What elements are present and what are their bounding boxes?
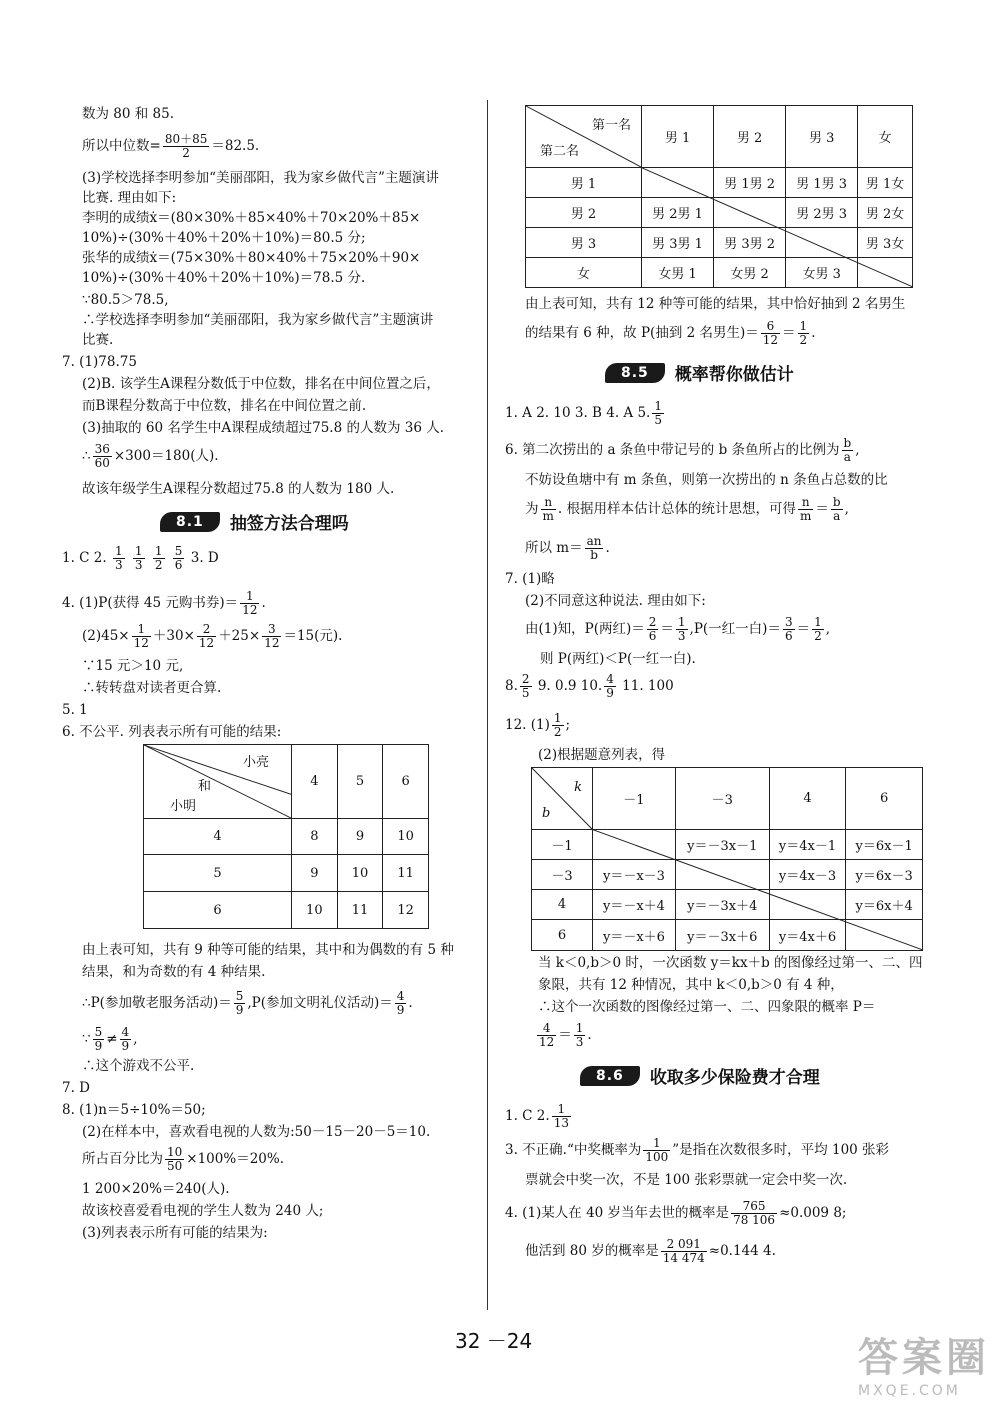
table-cell: 12 xyxy=(383,892,429,929)
text-line: (2)在样本中，喜欢看电视的人数为:50－15－20－5＝10. xyxy=(82,1124,431,1140)
text-line: 所以中位数= $\frac{80+85}{2}$ ＝82.5. xyxy=(82,132,260,161)
text-line: 比赛. 理由如下: xyxy=(82,190,177,206)
table-cell: 9 xyxy=(292,855,338,892)
text-line: 10%)÷(30%＋40%＋20%＋10%)＝80.5 分; xyxy=(82,230,366,246)
sum-table xyxy=(143,744,429,929)
table-cell: 男 2 xyxy=(526,198,642,228)
text-line: 7. (1)略 xyxy=(505,571,555,587)
text-line: 故该年级学生A课程分数超过75.8 的人数为 180 人. xyxy=(82,481,395,497)
table-header: 4 xyxy=(769,768,846,830)
table-cell: 男 3 xyxy=(526,228,642,258)
text-line: 8. (1)n＝5÷10%＝50; xyxy=(62,1102,206,1118)
table-cell: 男 3女 xyxy=(858,228,913,258)
table-cell: 10 xyxy=(292,892,338,929)
answer-line: $\frac{4}{12}$ ＝ $\frac{1}{3}$ . xyxy=(539,1021,592,1050)
table-cell: y＝－3x＋4 xyxy=(675,890,769,920)
table-cell: 10 xyxy=(383,819,429,855)
section-heading-8-1 xyxy=(160,509,349,534)
table-cell: y＝4x－3 xyxy=(769,860,846,890)
answer-line: 为 $\frac{n}{m}$ . 根据用样本估计总体的统计思想，可得 $\frac{n}{m}$ ＝ $\frac{b}{a}$ , xyxy=(525,495,849,524)
table-cell: 9 xyxy=(337,819,383,855)
text-line: 6. 不公平. 列表表示所有可能的结果: xyxy=(62,724,282,740)
text-line: ∴转转盘对读者更合算. xyxy=(82,680,222,696)
text-line: 象限，共有 12 种情况，其中 k＜0,b＞0 有 4 种， xyxy=(538,977,844,993)
text-line: 票就会中奖一次，不是 100 张彩票就一定会中奖一次. xyxy=(525,1172,848,1188)
answer-line: (2)45× $\frac{1}{12}$ ＋30× $\frac{2}{12}$ ＋25× $\frac{3}{12}$ ＝15(元). xyxy=(82,622,343,651)
answer-line: 由(1)知，P(两红)＝ $\frac{2}{6}$ ＝ $\frac{1}{3}$ ,P(一红一白)＝ $\frac{3}{6}$ ＝ $\frac{1}{2}$ , xyxy=(525,615,831,644)
answer-line: 4. (1)某人在 40 岁当年去世的概率是 $\frac{765}{78 106}$ ≈0.009 8; xyxy=(505,1199,847,1228)
table-cell: y＝6x＋4 xyxy=(846,890,923,920)
table-cell: 男 2男 1 xyxy=(642,198,714,228)
table-cell: 男 3男 2 xyxy=(714,228,786,258)
table-header: 女 xyxy=(858,106,913,168)
table-header-diagonal: 小亮 和 小明 xyxy=(144,745,292,819)
text-line: 5. 1 xyxy=(62,702,88,718)
table-cell: y＝－3x－1 xyxy=(675,830,769,860)
text-line: 1 200×20%＝240(人). xyxy=(82,1181,230,1197)
text-line: 由上表可知，共有 12 种等可能的结果，其中恰好抽到 2 名男生 xyxy=(525,296,906,312)
section-heading-8-6 xyxy=(580,1063,820,1088)
text-line: (2)根据题意列表，得 xyxy=(538,747,666,763)
answer-line: 所占百分比为 $\frac{10}{50}$ ×100%＝20%. xyxy=(82,1145,284,1174)
table-cell: 男 1男 2 xyxy=(714,168,786,198)
text-line: ∵80.5＞78.5, xyxy=(82,292,169,308)
text-line: 李明的成绩ẋ＝(80×30%＋85×40%＋70×20%＋85× xyxy=(82,210,421,226)
text-line: ∵15 元＞10 元, xyxy=(82,658,184,674)
answer-line: 12. (1) $\frac{1}{2}$ ; xyxy=(505,711,571,740)
page-number: 32 －24 xyxy=(455,1329,533,1353)
text-line: 当 k＜0,b＞0 时，一次函数 y＝kx＋b 的图像经过第一、二、四 xyxy=(538,955,923,971)
table-header: 6 xyxy=(383,745,429,819)
table-cell: 10 xyxy=(337,855,383,892)
text-line: 张华的成绩ẋ＝(75×30%＋80×40%＋75×20%＋90× xyxy=(82,250,421,266)
table-diagonal-line xyxy=(640,167,913,287)
table-cell: y＝4x＋6 xyxy=(769,920,846,951)
table-cell: 11 xyxy=(337,892,383,929)
fraction: $\frac{80+85}{2}$ xyxy=(164,132,208,161)
table-cell: 6 xyxy=(532,920,593,951)
table-cell: 女男 1 xyxy=(642,258,714,288)
text-line: 而B课程分数高于中位数，排名在中间位置之前. xyxy=(82,398,367,414)
section-title: 概率帮你做估计 xyxy=(674,365,794,385)
text-line: (3)学校选择李明参加“美丽邵阳，我为家乡做代言”主题演讲 xyxy=(82,170,439,186)
table-cell: 女男 2 xyxy=(714,258,786,288)
table-header: 男 1 xyxy=(642,106,714,168)
table-cell: y＝－x＋6 xyxy=(593,920,676,951)
table-cell: 8 xyxy=(292,819,338,855)
text-line: 不妨设鱼塘中有 m 条鱼，则第一次捞出的 n 条鱼占总数的比 xyxy=(525,472,888,488)
section-number-badge: 8.1 xyxy=(160,512,220,532)
answer-line: 4. (1)P(获得 45 元购书券)＝ $\frac{1}{12}$ . xyxy=(62,589,266,618)
table-header-diagonal: k b xyxy=(532,768,593,830)
text-line: 由上表可知，共有 9 种等可能的结果，其中和为偶数的有 5 种 xyxy=(82,942,454,958)
column-divider xyxy=(487,100,488,1310)
table-cell: 女男 3 xyxy=(786,258,858,288)
table-cell: 女 xyxy=(526,258,642,288)
table-cell: 4 xyxy=(144,819,292,855)
table-cell: y＝6x－3 xyxy=(846,860,923,890)
table-cell: －1 xyxy=(532,830,593,860)
answer-line: 1. C 2. $\frac{1}{13}$ xyxy=(505,1102,569,1131)
table-header: 男 2 xyxy=(714,106,786,168)
table-header: 6 xyxy=(846,768,923,830)
fraction: $\frac{36}{60}$ xyxy=(94,442,110,471)
table-cell: y＝6x－1 xyxy=(846,830,923,860)
table-cell: y＝－x＋4 xyxy=(593,890,676,920)
answer-line: ∵ $\frac{5}{9}$ ≠ $\frac{4}{9}$ , xyxy=(82,1025,138,1054)
text-line: 10%)÷(30%＋40%＋20%＋10%)＝78.5 分. xyxy=(82,270,366,286)
watermark-logo: 答案圈 MXQE.COM xyxy=(858,1335,990,1399)
answer-line: ∴P(参加敬老服务活动)＝ $\frac{5}{9}$ ,P(参加文明礼仪活动)＝ $\frac{4}{9}$ . xyxy=(82,989,413,1018)
table-header-diagonal: 第一名 第二名 xyxy=(526,106,642,168)
section-title: 抽签方法合理吗 xyxy=(229,514,349,534)
table-cell: 4 xyxy=(532,890,593,920)
text-line: ∴ $\frac{36}{60}$ ×300＝180(人). xyxy=(82,442,219,471)
text-line: 7. D xyxy=(62,1080,90,1096)
section-title: 收取多少保险费才合理 xyxy=(649,1068,820,1088)
text-line: ∴这个一次函数的图像经过第一、二、四象限的概率 P＝ xyxy=(538,999,876,1015)
table-cell: 男 3男 1 xyxy=(642,228,714,258)
table-cell: 11 xyxy=(383,855,429,892)
table-cell: 男 1 xyxy=(526,168,642,198)
section-number-badge: 8.6 xyxy=(580,1066,640,1086)
table-header: 男 3 xyxy=(786,106,858,168)
text-line: ∴这个游戏不公平. xyxy=(82,1058,195,1074)
table-cell: 男 1男 3 xyxy=(786,168,858,198)
table-cell: 5 xyxy=(144,855,292,892)
answer-line: 的结果有 6 种，故 P(抽到 2 名男生)＝ $\frac{6}{12}$ ＝ $\frac{1}{2}$ . xyxy=(525,319,816,348)
answer-line: 1. A 2. 10 3. B 4. A 5. $\frac{1}{5}$ xyxy=(505,399,662,428)
table-header: －1 xyxy=(593,768,676,830)
table-diagonal-line xyxy=(591,829,923,950)
table-cell: 男 1女 xyxy=(858,168,913,198)
text-line: ∴学校选择李明参加“美丽邵阳，我为家乡做代言”主题演讲 xyxy=(82,312,434,328)
section-heading-8-5 xyxy=(605,360,794,385)
answer-line: 1. C 2. $\frac{1}{3}$ $\frac{1}{3}$ $\frac{1}{2}$ $\frac{5}{6}$ 3. D xyxy=(62,544,219,573)
section-number-badge: 8.5 xyxy=(605,363,665,383)
text-line: (3)列表表示所有可能的结果为: xyxy=(82,1225,268,1241)
text-line: 故该校喜爱看电视的学生人数为 240 人; xyxy=(82,1203,324,1219)
table-cell: 男 2男 3 xyxy=(786,198,858,228)
table-header: 5 xyxy=(337,745,383,819)
table-cell: y＝－3x＋6 xyxy=(675,920,769,951)
answer-line: 他活到 80 岁的概率是 $\frac{2 091}{14 474}$ ≈0.144 4. xyxy=(525,1237,776,1266)
text-line: (2)不同意这种说法. 理由如下: xyxy=(525,593,706,609)
answer-line: 3. 不正确.“中奖概率为 $\frac{1}{100}$ ”是指在次数很多时，平均 100 张彩 xyxy=(505,1136,890,1165)
table-header: 4 xyxy=(292,745,338,819)
table-cell: 男 2女 xyxy=(858,198,913,228)
table-cell: －3 xyxy=(532,860,593,890)
text-line: 7. (1)78.75 xyxy=(62,354,137,370)
text-line: 则 P(两红)＜P(一红一白). xyxy=(540,651,696,667)
answer-line: 8. $\frac{2}{5}$ 9. 0.9 10. $\frac{4}{9}$ 11. 100 xyxy=(505,672,674,701)
text-line: 数为 80 和 85. xyxy=(82,106,175,122)
text-line: 比赛. xyxy=(82,332,114,348)
table-cell: 6 xyxy=(144,892,292,929)
answer-line: 6. 第二次捞出的 a 条鱼中带记号的 b 条鱼所占的比例为 $\frac{b}{a}$ , xyxy=(505,436,860,465)
text-line: 结果，和为奇数的有 4 种结果. xyxy=(82,964,266,980)
answer-line: 所以 m＝ $\frac{an}{b}$ . xyxy=(525,534,610,563)
text-line: (2)B. 该学生A课程分数低于中位数，排名在中间位置之后， xyxy=(82,376,440,392)
text-line: (3)抽取的 60 名学生中A课程成绩超过75.8 的人数为 36 人. xyxy=(82,420,445,436)
table-cell: y＝－x－3 xyxy=(593,860,676,890)
table-header: －3 xyxy=(675,768,769,830)
table-cell: y＝4x－1 xyxy=(769,830,846,860)
